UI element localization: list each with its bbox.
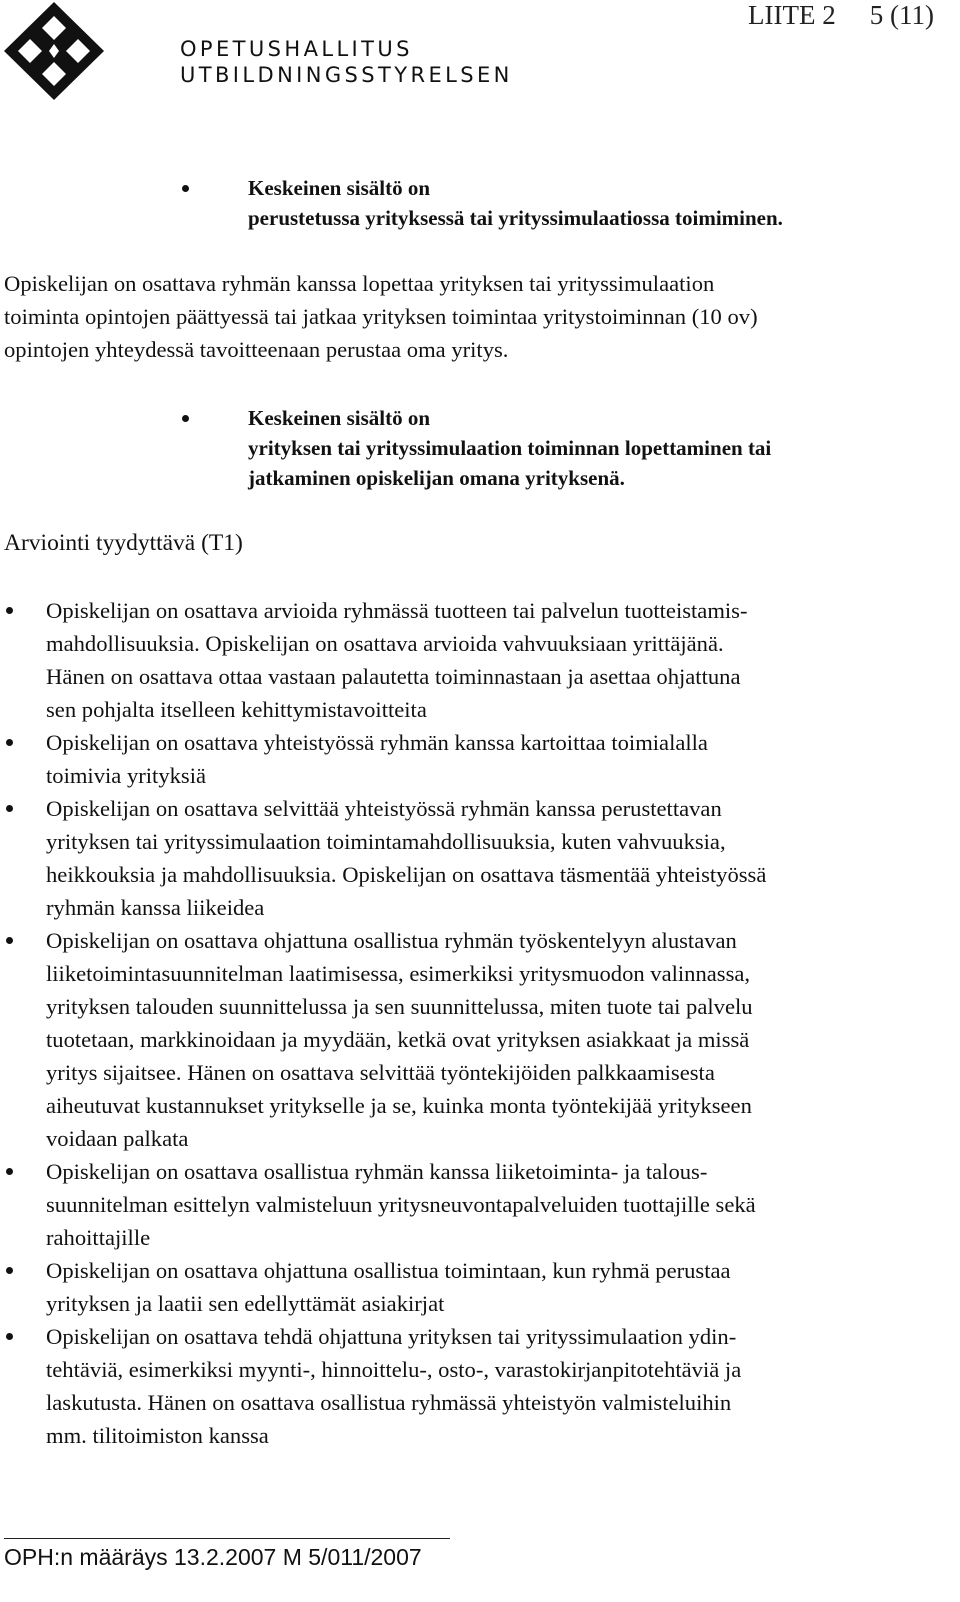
opetushallitus-logo — [4, 2, 104, 100]
org-name-swedish: UTBILDNINGSSTYRELSEN — [180, 63, 513, 87]
list-item: Opiskelijan on osattava ohjattuna osallistua ryhmän työskentelyyn alustavan liiketoimintasuunnitelman laatimisessa, esimerkiksi yritysmuodon valinnassa, yrityksen talouden suunnittelussa ja sen suunnittelussa, miten tuote tai palvelu tuotetaan, markkinoidaan ja myydään, ketkä ovat yrityksen asiakkaat ja missä yritys sijaitsee. Hänen on osattava selvittää työntekijöiden palkkaamisesta aiheutuvat kustannukset yritykselle ja se, kuinka monta työntekijää yritykseen voidaan palkata — [0, 924, 960, 1155]
list-item: Opiskelijan on osattava selvittää yhteistyössä ryhmän kanssa perustettavan yrityksen tai yrityssimulaation toimintamahdollisuuksia, kuten vahvuuksia, heikkouksia ja mahdollisuuksia. Opiskelijan on osattava täsmentää yhteistyössä ryhmän kanssa liikeidea — [0, 792, 960, 924]
bullet-icon — [6, 739, 13, 746]
bullet-icon — [6, 1333, 13, 1340]
assessment-criteria-list — [0, 594, 960, 1452]
organization-name — [180, 36, 513, 88]
key-content-2-line: Keskeinen sisältö on — [248, 406, 431, 430]
list-item: Opiskelijan on osattava tehdä ohjattuna yrityksen tai yrityssimulaation ydin- tehtäviä, esimerkiksi myynti-, hinnoittelu-, osto-, varastokirjanpitotehtäviä ja laskutusta. Hänen on osattava osallistua ryhmässä yhteistyön valmisteluihin mm. tilitoimiston kanssa — [0, 1320, 960, 1452]
bullet-icon — [6, 937, 13, 944]
bullet-icon — [6, 805, 13, 812]
paragraph-line: toiminta opintojen päättyessä tai jatkaa yrityksen toimintaa yritystoiminnan (10 ov) — [4, 304, 758, 329]
key-content-2-line: yrityksen tai yrityssimulaation toiminnan lopettaminen tai — [248, 436, 772, 460]
bullet-icon — [182, 185, 189, 192]
key-content-1 — [182, 173, 783, 233]
page-header-right — [748, 0, 934, 31]
bullet-icon — [6, 1168, 13, 1175]
body-paragraph — [4, 267, 954, 366]
list-item: Opiskelijan on osattava arvioida ryhmässä tuotteen tai palvelun tuotteistamis- mahdollisuuksia. Opiskelijan on osattava arvioida vahvuuksiaan yrittäjänä. Hänen on osattava ottaa vastaan palautetta toiminnastaan ja asettaa ohjattuna sen pohjalta itselleen kehittymistavoitteita — [0, 594, 960, 726]
paragraph-line: Opiskelijan on osattava ryhmän kanssa lopettaa yrityksen tai yrityssimulaation — [4, 271, 715, 296]
footer-divider — [4, 1538, 450, 1539]
assessment-heading: Arviointi tyydyttävä (T1) — [4, 530, 243, 556]
paragraph-line: opintojen yhteydessä tavoitteenaan perustaa oma yritys. — [4, 337, 509, 362]
list-item: Opiskelijan on osattava osallistua ryhmän kanssa liiketoiminta- ja talous- suunnitelman esittelyn valmisteluun yritysneuvontapalveluiden tuottajille sekä rahoittajille — [0, 1155, 960, 1254]
key-content-2 — [182, 403, 771, 493]
bullet-icon — [6, 1267, 13, 1274]
page-number: 5 (11) — [869, 0, 934, 30]
footer-reference: OPH:n määräys 13.2.2007 M 5/011/2007 — [4, 1544, 422, 1570]
key-content-2-line: jatkaminen opiskelijan omana yrityksenä. — [248, 466, 625, 490]
key-content-1-line: perustetussa yrityksessä tai yrityssimulaatiossa toimiminen. — [248, 206, 783, 230]
list-item: Opiskelijan on osattava yhteistyössä ryhmän kanssa kartoittaa toimialalla toimivia yrityksiä — [0, 726, 960, 792]
list-item: Opiskelijan on osattava ohjattuna osallistua toimintaan, kun ryhmä perustaa yrityksen ja laatii sen edellyttämät asiakirjat — [0, 1254, 960, 1320]
bullet-icon — [6, 607, 13, 614]
appendix-label: LIITE 2 — [748, 0, 836, 30]
bullet-icon — [182, 415, 189, 422]
key-content-1-line: Keskeinen sisältö on — [248, 176, 431, 200]
org-name-finnish: OPETUSHALLITUS — [180, 37, 413, 61]
